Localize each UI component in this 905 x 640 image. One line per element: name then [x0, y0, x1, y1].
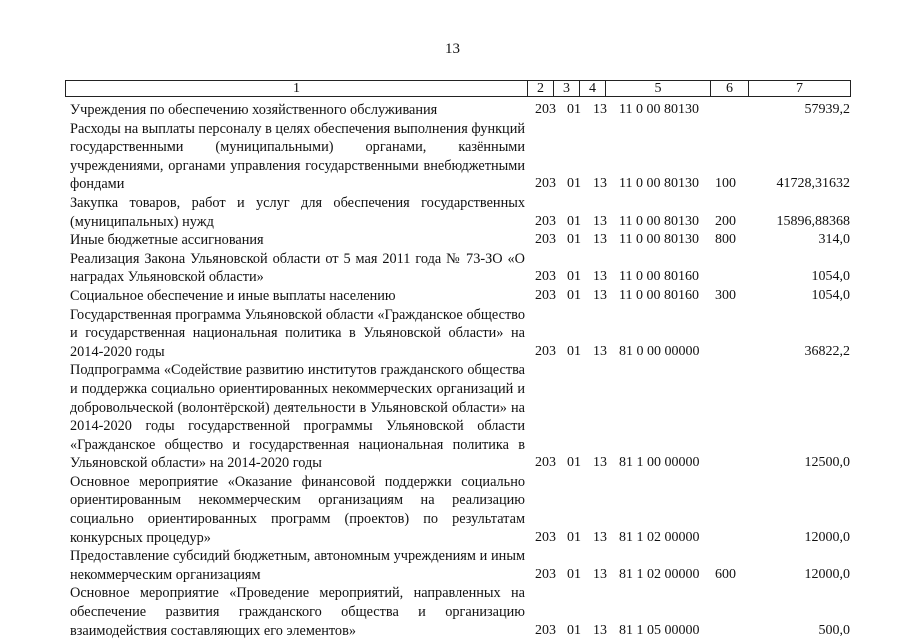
- column-header-3: 3: [554, 81, 580, 97]
- row-description: Предоставление субсидий бюджетным, автономным учреждениям и иным некоммерческим организациям: [70, 548, 525, 583]
- row-description: Подпрограмма «Содействие развитию институтов гражданского общества и поддержка социально ориентированных некоммерческих организаций и добровольческой (волонтёрской) деятельности в Ульяновской области» на 2014-2020 годы государственной программы Ульяновской области «Гражданское общество и государственная национальная политика в Ульяновской области» на 2014-2020 годы: [70, 362, 525, 472]
- subsection-code: 13: [593, 176, 607, 192]
- table-row: [70, 547, 850, 584]
- row-codes: [535, 454, 850, 473]
- subsection-code: 13: [593, 529, 607, 545]
- table-row: [70, 194, 850, 231]
- expense-type-code: 100: [715, 176, 736, 192]
- column-header-row: [66, 81, 851, 97]
- amount: 12000,0: [804, 566, 850, 582]
- column-header-6: 6: [711, 81, 749, 97]
- section-code: 01: [567, 232, 581, 248]
- amount: 314,0: [818, 232, 850, 248]
- target-article-code: 81 1 00 00000: [619, 455, 700, 471]
- target-article-code: 81 1 02 00000: [619, 529, 700, 545]
- section-code: 01: [567, 343, 581, 359]
- ved-code: 203: [535, 287, 556, 303]
- row-description: Государственная программа Ульяновской области «Гражданское общество и государственная национальная политика в Ульяновской области» на 2014-2020 годы: [70, 306, 525, 360]
- column-header-1: 1: [66, 81, 528, 97]
- ved-code: 203: [535, 102, 556, 117]
- subsection-code: 13: [593, 622, 607, 638]
- subsection-code: 13: [593, 287, 607, 303]
- table-row: [70, 101, 850, 120]
- expense-type-code: 800: [715, 232, 736, 248]
- row-codes: [535, 268, 850, 287]
- table-row: [70, 231, 850, 250]
- row-codes: [535, 566, 850, 585]
- column-header-5: 5: [606, 81, 711, 97]
- ved-code: 203: [535, 566, 556, 582]
- amount: 15896,88368: [776, 213, 850, 229]
- table-row: [70, 473, 850, 547]
- table-row: [70, 361, 850, 473]
- row-codes: [535, 343, 850, 362]
- ved-code: 203: [535, 455, 556, 471]
- subsection-code: 13: [593, 343, 607, 359]
- target-article-code: 81 1 05 00000: [619, 622, 700, 638]
- subsection-code: 13: [593, 269, 607, 285]
- ved-code: 203: [535, 232, 556, 248]
- row-description: Расходы на выплаты персоналу в целях обеспечения выполнения функций государственными (муниципальными) органами, казёнными учреждениями, органами управления государственными внебюджетными фондами: [70, 120, 525, 193]
- section-code: 01: [567, 529, 581, 545]
- row-codes: [535, 175, 850, 194]
- row-codes: [535, 231, 850, 250]
- expense-type-code: 200: [715, 213, 736, 229]
- target-article-code: 81 1 02 00000: [619, 566, 700, 582]
- row-codes: [535, 287, 850, 306]
- subsection-code: 13: [593, 566, 607, 582]
- expense-type-code: 600: [715, 566, 736, 582]
- amount: 36822,2: [804, 343, 850, 359]
- section-code: 01: [567, 622, 581, 638]
- row-description: Учреждения по обеспечению хозяйственного обслуживания: [70, 102, 438, 118]
- row-description: Основное мероприятие «Оказание финансовой поддержки социально ориентированным некоммерческим организациям на реализацию социально ориентированных программ (проектов) по результатам конкурсных процедур»: [70, 473, 525, 546]
- row-description: Иные бюджетные ассигнования: [70, 232, 264, 249]
- column-header-2: 2: [528, 81, 554, 97]
- section-code: 01: [567, 287, 581, 303]
- section-code: 01: [567, 102, 581, 117]
- column-header-7: 7: [749, 81, 851, 97]
- row-codes: [535, 622, 850, 640]
- target-article-code: 11 0 00 80130: [619, 213, 699, 229]
- amount: 12000,0: [804, 529, 850, 545]
- row-description: Основное мероприятие «Проведение мероприятий, направленных на обеспечение развития гражданского общества и организацию взаимодействия составляющих его элементов»: [70, 585, 525, 639]
- ved-code: 203: [535, 176, 556, 192]
- table-row: [70, 287, 850, 306]
- table-row: [70, 584, 850, 640]
- amount: 1054,0: [811, 287, 850, 303]
- subsection-code: 13: [593, 232, 607, 248]
- amount: 57939,2: [804, 102, 850, 117]
- column-header-4: 4: [580, 81, 606, 97]
- row-codes: [535, 529, 850, 548]
- amount: 41728,31632: [776, 176, 850, 192]
- target-article-code: 11 0 00 80160: [619, 269, 699, 285]
- section-code: 01: [567, 455, 581, 471]
- row-description: Реализация Закона Ульяновской области от 5 мая 2011 года № 73-ЗО «О наградах Ульяновской области»: [70, 250, 525, 286]
- ved-code: 203: [535, 343, 556, 359]
- column-header-table: [65, 80, 851, 97]
- table-row: [70, 306, 850, 362]
- subsection-code: 13: [593, 455, 607, 471]
- subsection-code: 13: [593, 213, 607, 229]
- amount: 500,0: [818, 622, 850, 638]
- amount: 12500,0: [804, 455, 850, 471]
- subsection-code: 13: [593, 102, 607, 117]
- section-code: 01: [567, 176, 581, 192]
- row-codes: [535, 213, 850, 232]
- row-description: Закупка товаров, работ и услуг для обеспечения государственных (муниципальных) нужд: [70, 194, 525, 230]
- target-article-code: 11 0 00 80130: [619, 102, 699, 117]
- page-number: 13: [445, 41, 460, 57]
- budget-rows: [70, 101, 850, 640]
- ved-code: 203: [535, 529, 556, 545]
- row-description: Социальное обеспечение и иные выплаты населению: [70, 287, 396, 304]
- target-article-code: 11 0 00 80130: [619, 232, 699, 248]
- target-article-code: 81 0 00 00000: [619, 343, 700, 359]
- expense-type-code: 300: [715, 287, 736, 303]
- ved-code: 203: [535, 213, 556, 229]
- ved-code: 203: [535, 269, 556, 285]
- ved-code: 203: [535, 622, 556, 638]
- target-article-code: 11 0 00 80130: [619, 176, 699, 192]
- table-row: [70, 250, 850, 287]
- amount: 1054,0: [811, 269, 850, 285]
- section-code: 01: [567, 566, 581, 582]
- section-code: 01: [567, 213, 581, 229]
- section-code: 01: [567, 269, 581, 285]
- target-article-code: 11 0 00 80160: [619, 287, 699, 303]
- table-row: [70, 120, 850, 194]
- row-codes: [535, 101, 850, 120]
